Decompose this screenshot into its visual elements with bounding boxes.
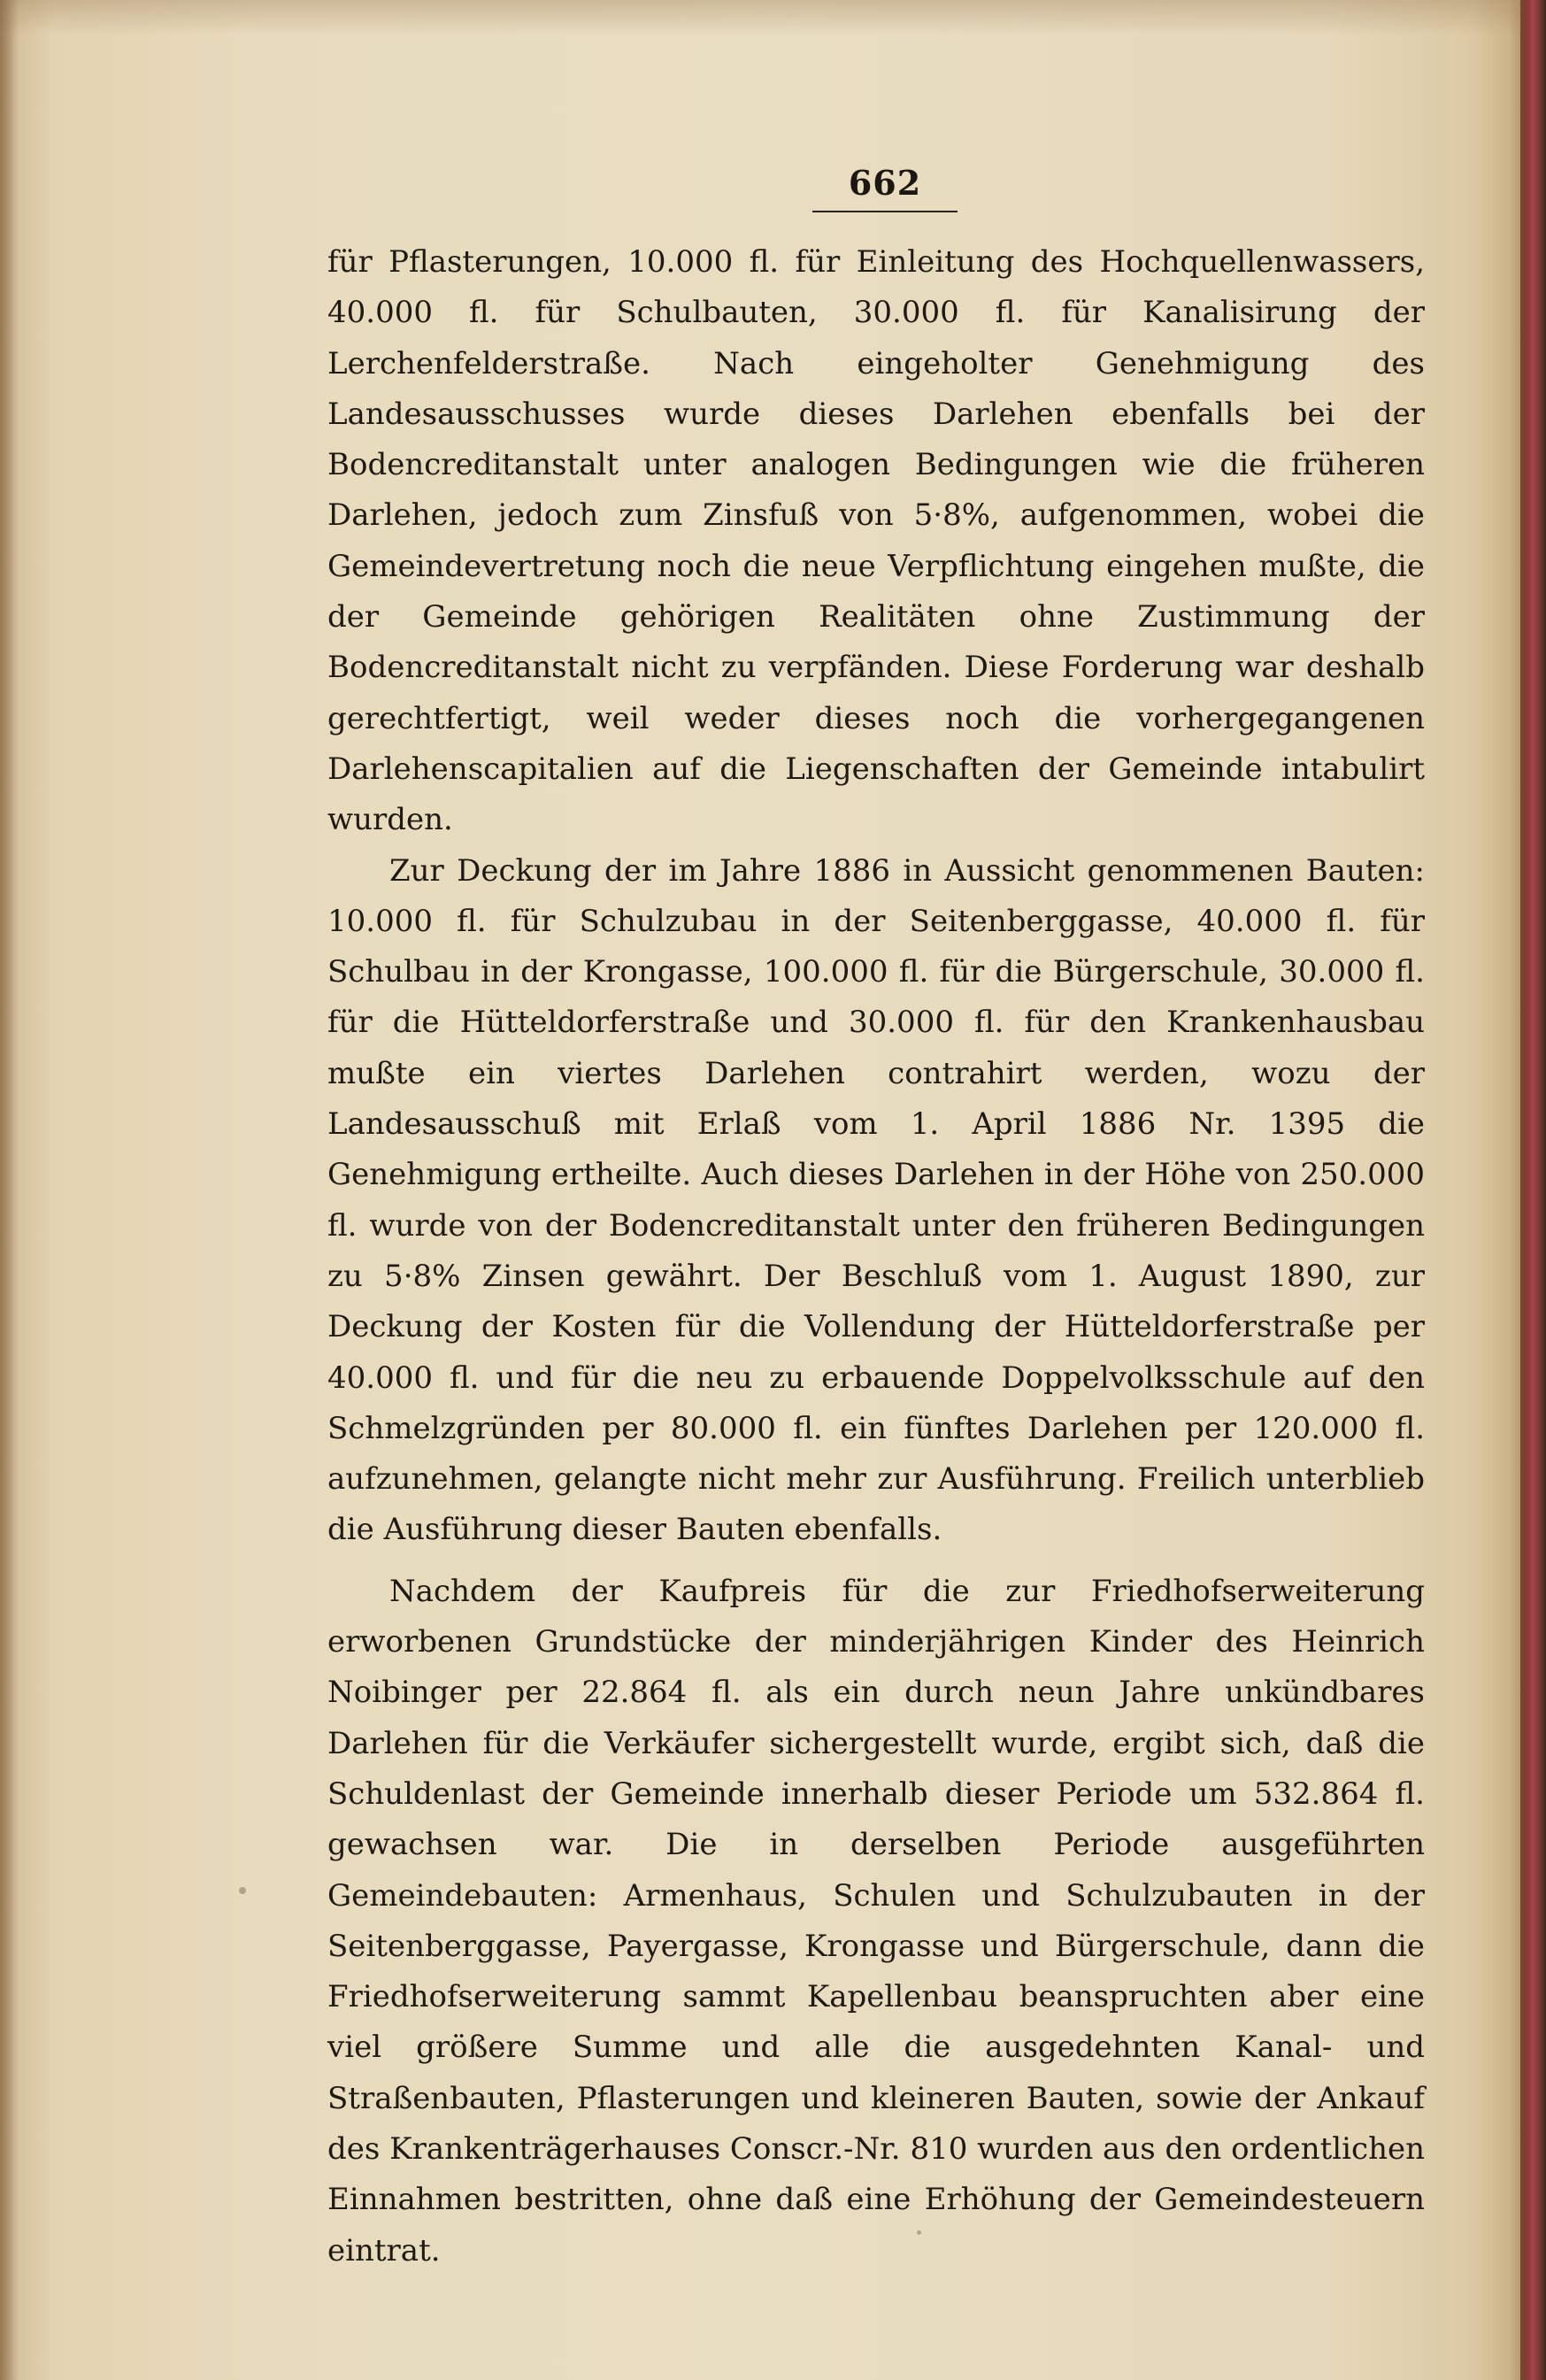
gutter-shadow xyxy=(0,0,19,2380)
paragraph-1: für Pflasterungen, 10.000 fl. für Einleitung des Hochquellenwassers, 40.000 fl. für Schulbauten, 30.000 fl. für Kanalisirung der Lerchenfelderstraße. Nach eingeholter Genehmigung des Landesausschusses wurde dieses Darlehen ebenfalls bei der Bodencreditanstalt unter analogen Bedingungen wie die früheren Darlehen, jedoch zum Zinsfuß von 5·8%, aufgenommen, wobei die Gemeindevertretung noch die neue Verpflichtung eingehen mußte, die der Gemeinde gehörigen Realitäten ohne Zustimmung der Bodencreditanstalt nicht zu verpfänden. Diese Forderung war deshalb gerechtfertigt, weil weder dieses noch die vorhergegangenen Darlehenscapitalien auf die Liegenschaften der Gemeinde intabulirt wurden. xyxy=(327,244,1425,838)
paragraph-2: Zur Deckung der im Jahre 1886 in Aussicht genommenen Bauten: 10.000 fl. für Schulzubau in der Seitenberggasse, 40.000 fl. für Schulbau in der Krongasse, 100.000 fl. für die Bürgerschule, 30.000 fl. für die Hütteldorferstraße und 30.000 fl. für den Krankenhausbau mußte ein viertes Darlehen contrahirt werden, wozu der Landesausschuß mit Erlaß vom 1. April 1886 Nr. 1395 die Genehmigung ertheilte. Auch dieses Darlehen in der Höhe von 250.000 fl. wurde von der Bodencreditanstalt unter den früheren Bedingungen zu 5·8% Zinsen gewährt. Der Beschluß vom 1. August 1890, zur Deckung der Kosten für die Vollendung der Hütteldorferstraße per 40.000 fl. und für die neu zu erbauende Doppelvolksschule auf den Schmelzgründen per 80.000 fl. ein fünftes Darlehen per 120.000 fl. aufzunehmen, gelangte nicht mehr zur Ausführung. Freilich unterblieb die Ausführung dieser Bauten ebenfalls. xyxy=(327,852,1425,1548)
ink-speck xyxy=(917,2230,921,2235)
body-text xyxy=(327,237,1425,2276)
ink-speck xyxy=(239,1887,246,1894)
paragraph-3: Nachdem der Kaufpreis für die zur Friedhofserweiterung erworbenen Grundstücke der minderjährigen Kinder des Heinrich Noibinger per 22.864 fl. als ein durch neun Jahre unkündbares Darlehen für die Verkäufer sichergestellt wurde, ergibt sich, daß die Schuldenlast der Gemeinde innerhalb dieser Periode um 532.864 fl. gewachsen war. Die in derselben Periode ausgeführten Gemeindebauten: Armenhaus, Schulen und Schulzubauten in der Seitenberggasse, Payergasse, Krongasse und Bürgerschule, dann die Friedhofserweiterung sammt Kapellenbau beanspruchten aber eine viel größere Summe und alle die ausgedehnten Kanal- und Straßenbauten, Pflasterungen und kleineren Bauten, sowie der Ankauf des Krankenträgerhauses Conscr.-Nr. 810 wurden aus den ordentlichen Einnahmen bestritten, ohne daß eine Erhöhung der Gemeindesteuern eintrat. xyxy=(327,1573,1425,2268)
book-edge xyxy=(1520,0,1546,2380)
header-rule xyxy=(812,211,958,212)
page-number: 662 xyxy=(848,163,922,203)
